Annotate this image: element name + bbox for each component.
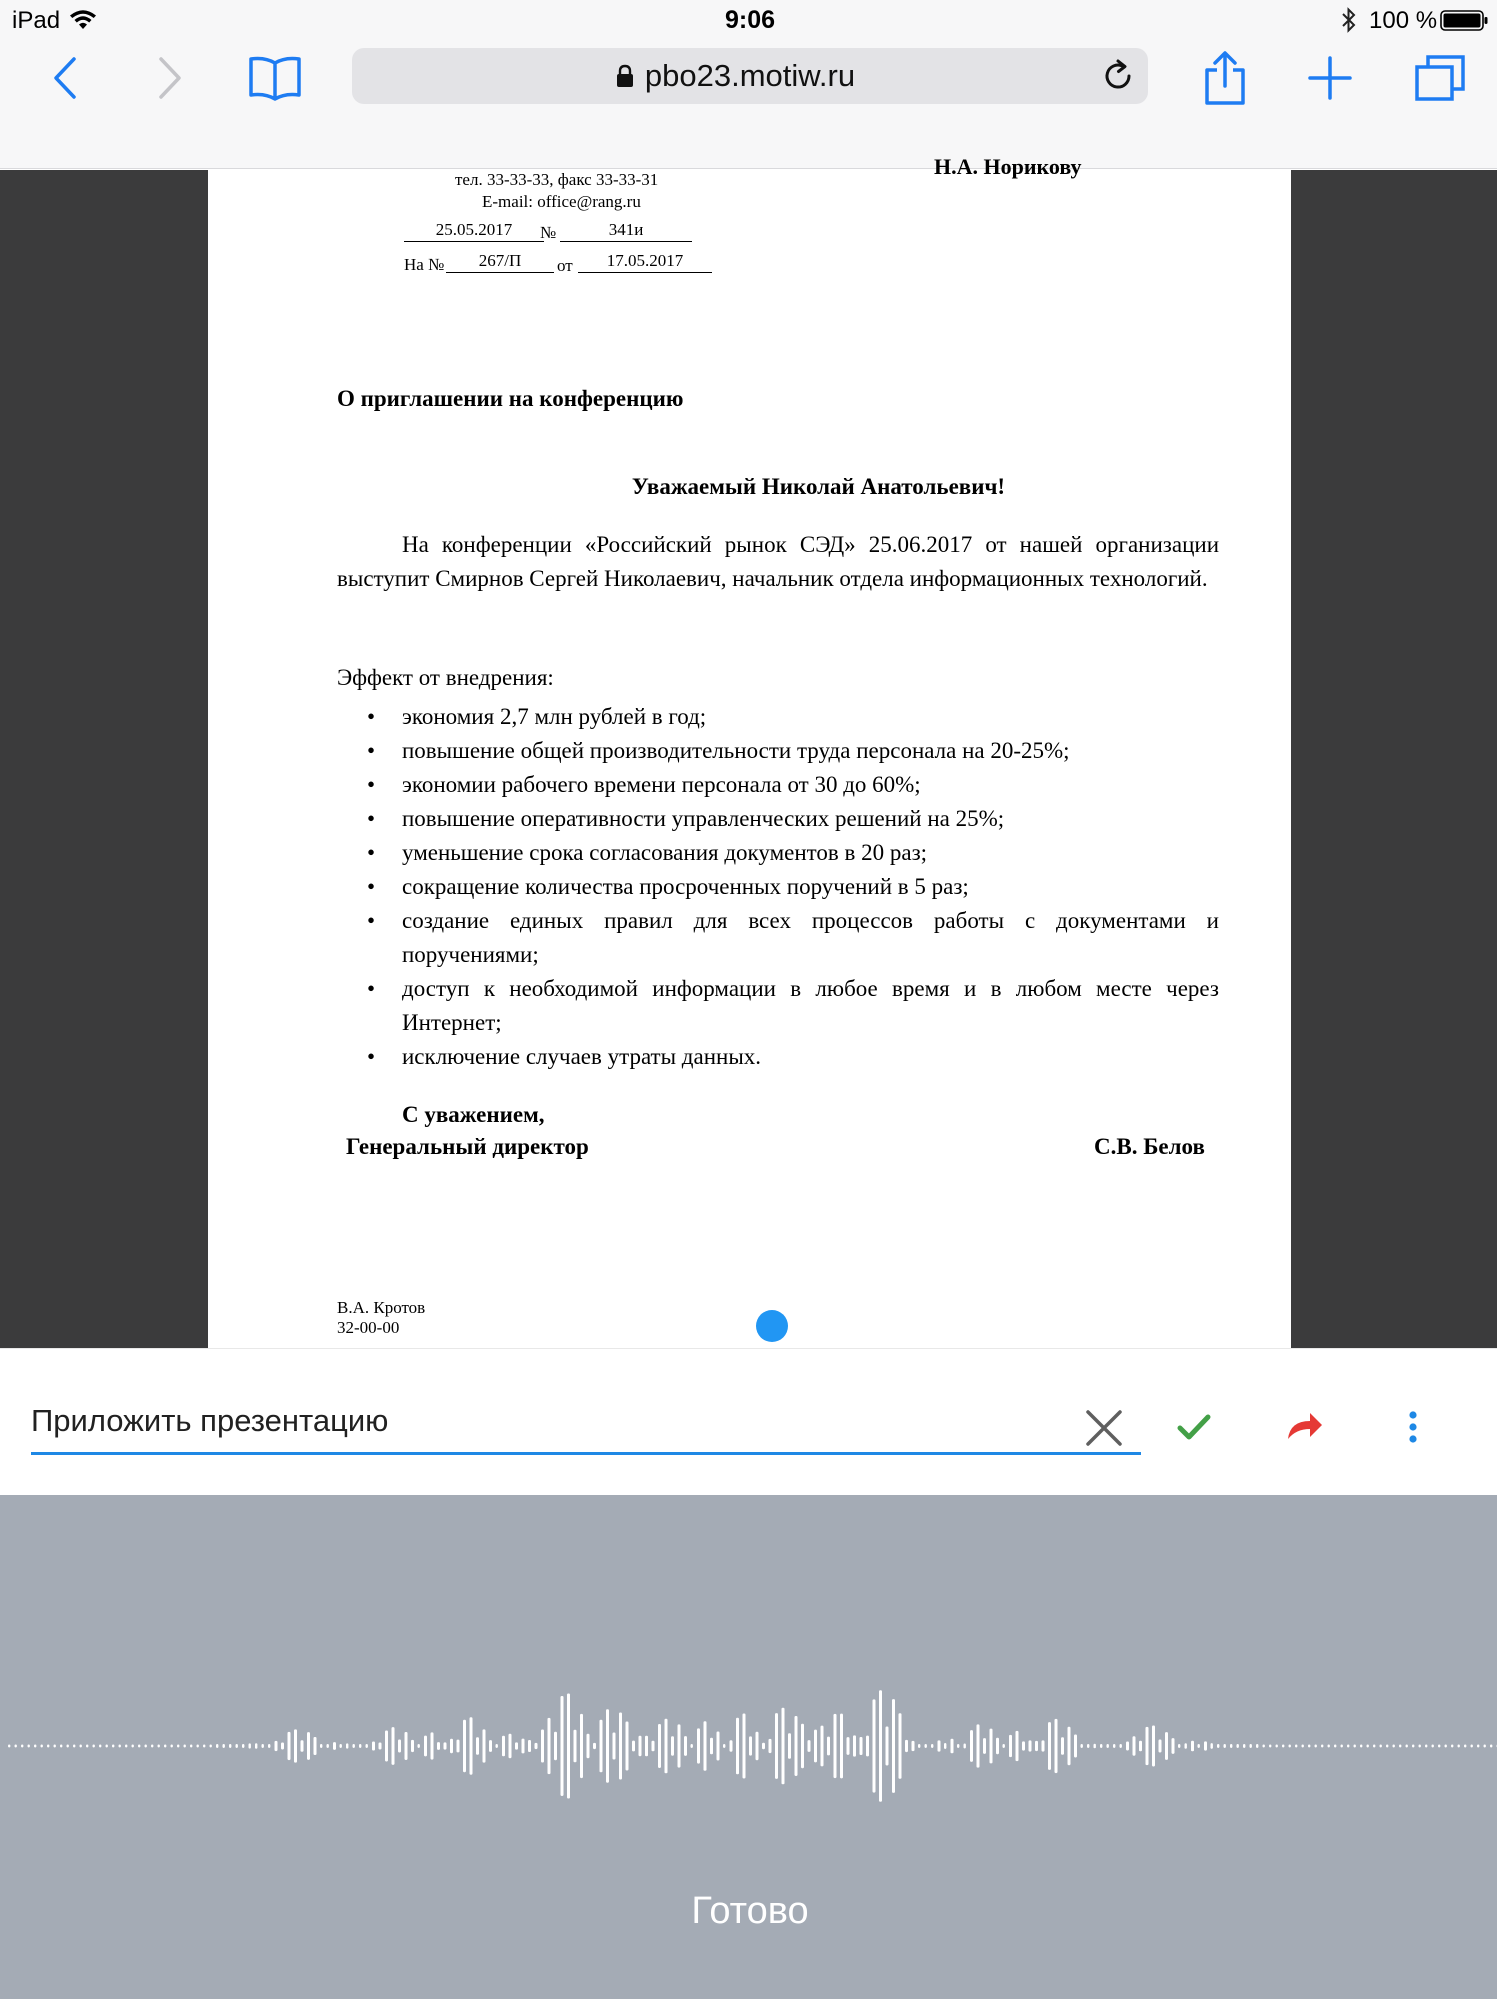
waveform-bar xyxy=(255,1743,257,1749)
waveform-bar xyxy=(652,1741,655,1752)
waveform-bar xyxy=(138,1745,140,1748)
waveform-bar xyxy=(1451,1745,1453,1748)
waveform-bar xyxy=(723,1744,725,1748)
document-page xyxy=(208,154,1291,1348)
share-button[interactable] xyxy=(1195,50,1255,106)
doc-reference-from-label: от xyxy=(557,256,573,275)
waveform-bar xyxy=(1191,1741,1194,1752)
waveform-bar xyxy=(1061,1737,1064,1755)
waveform-bar xyxy=(996,1738,999,1754)
waveform-bar xyxy=(658,1724,661,1768)
waveform-bar xyxy=(749,1736,752,1755)
waveform-bar xyxy=(145,1745,147,1748)
waveform-bar xyxy=(1211,1743,1213,1749)
waveform-bar xyxy=(229,1744,231,1748)
waveform-bar xyxy=(619,1712,622,1779)
waveform-bar xyxy=(41,1745,43,1748)
address-bar[interactable] xyxy=(352,48,1148,104)
waveform-bar xyxy=(450,1739,453,1754)
waveform-bar xyxy=(1087,1744,1089,1748)
doc-executor: В.А. Кротов xyxy=(337,1298,426,1317)
waveform-bar xyxy=(1068,1727,1071,1765)
waveform-bar xyxy=(34,1745,36,1748)
waveform-bar xyxy=(522,1739,525,1754)
list-item: • экономия 2,7 млн рублей в год; xyxy=(337,700,1219,734)
waveform-bar xyxy=(983,1738,986,1754)
doc-effects-list xyxy=(337,700,1219,1074)
back-chevron-icon xyxy=(52,56,78,100)
waveform-bar xyxy=(437,1742,440,1750)
waveform-bar xyxy=(1120,1744,1122,1748)
waveform-bar xyxy=(866,1736,869,1757)
list-item: • уменьшение срока согласования документов в 20 раз; xyxy=(337,836,1219,870)
waveform-bar xyxy=(977,1724,980,1767)
waveform-bar xyxy=(1204,1741,1207,1750)
doc-signer-name: С.В. Белов xyxy=(1094,1134,1205,1159)
battery-percentage: 100 % xyxy=(1369,7,1438,34)
waveform-bar xyxy=(327,1744,329,1748)
list-item: • создание единых правил для всех процессов работы с документами и поручениями; xyxy=(337,904,1219,972)
waveform-bar xyxy=(28,1745,30,1748)
doc-body-paragraph: На конференции «Российский рынок СЭД» 25.06.2017 от нашей организации выступит Смирнов Сергей Николаевич, начальник отдела информационных технологий. xyxy=(337,532,1219,591)
viewer-gutter-right xyxy=(1291,170,1500,1348)
doc-salutation: Уважаемый Николай Анатольевич! xyxy=(631,474,1006,499)
waveform-bar xyxy=(151,1745,153,1748)
waveform-bar xyxy=(957,1744,959,1748)
doc-reference-date: 17.05.2017 xyxy=(578,251,712,273)
waveform-bar xyxy=(938,1740,941,1751)
waveform-bar xyxy=(1269,1745,1271,1748)
waveform-bar xyxy=(951,1739,954,1754)
waveform-bar xyxy=(756,1732,759,1761)
waveform-bar xyxy=(223,1744,225,1748)
checkmark-icon[interactable] xyxy=(1176,1409,1212,1445)
waveform-bar xyxy=(1113,1744,1115,1748)
waveform-bar xyxy=(886,1727,889,1766)
waveform-bar xyxy=(1315,1745,1317,1748)
doc-effect-heading: Эффект от внедрения: xyxy=(337,665,554,690)
document-viewer[interactable] xyxy=(0,154,1500,1348)
waveform-bar xyxy=(242,1744,244,1748)
waveform-bar xyxy=(262,1744,264,1748)
waveform-bar xyxy=(1230,1744,1232,1748)
waveform-bar xyxy=(925,1744,927,1748)
doc-phone-fax: тел. 33-33-33, факс 33-33-31 xyxy=(455,170,659,189)
waveform-bar xyxy=(216,1744,218,1748)
waveform-bar xyxy=(1464,1745,1466,1748)
waveform-bar xyxy=(1009,1735,1012,1757)
waveform-bar xyxy=(346,1743,348,1748)
doc-email: E-mail: office@rang.ru xyxy=(482,192,641,211)
waveform-bar xyxy=(1386,1745,1388,1748)
waveform-bar xyxy=(1458,1745,1460,1748)
waveform-bar xyxy=(1289,1745,1291,1748)
waveform-bar xyxy=(1393,1745,1395,1748)
waveform-bar xyxy=(463,1720,466,1772)
waveform-bar xyxy=(301,1740,304,1752)
list-item: • исключение случаев утраты данных. xyxy=(337,1040,1219,1074)
waveform-bar xyxy=(1432,1745,1434,1748)
waveform-bar xyxy=(775,1713,778,1779)
vertical-dots-icon[interactable] xyxy=(1398,1407,1428,1447)
waveform-bar xyxy=(197,1745,199,1748)
waveform-bar xyxy=(834,1714,837,1778)
waveform-bar xyxy=(671,1736,674,1755)
waveform-bar xyxy=(684,1736,687,1756)
waveform-bar xyxy=(1334,1745,1336,1748)
waveform-bar xyxy=(1074,1735,1077,1758)
redo-arrow-icon[interactable] xyxy=(1284,1407,1324,1447)
waveform-bar xyxy=(1237,1744,1239,1748)
waveform-bar xyxy=(340,1744,342,1748)
waveform-bar xyxy=(1022,1741,1025,1750)
waveform-bar xyxy=(112,1745,114,1748)
waveform-bar xyxy=(1159,1740,1162,1753)
waveform-bar xyxy=(54,1745,56,1748)
bluetooth-icon xyxy=(1341,7,1357,33)
waveform-bar xyxy=(398,1740,401,1753)
waveform-bar xyxy=(444,1742,447,1749)
scroll-position-indicator[interactable] xyxy=(756,1310,788,1342)
waveform-bar xyxy=(210,1745,212,1748)
doc-signer-title: Генеральный директор xyxy=(346,1134,589,1159)
waveform-bar xyxy=(1094,1744,1096,1749)
waveform-bar xyxy=(502,1736,505,1757)
waveform-bar xyxy=(392,1727,395,1765)
waveform-bar xyxy=(1198,1744,1200,1748)
waveform-bar xyxy=(1425,1745,1427,1748)
waveform-bar xyxy=(860,1737,863,1755)
waveform-bar xyxy=(184,1745,186,1748)
waveform-bar xyxy=(1042,1740,1045,1751)
status-time: 9:06 xyxy=(724,6,776,34)
close-x-icon[interactable] xyxy=(1083,1407,1125,1449)
waveform-bar xyxy=(411,1740,414,1752)
waveform-bar xyxy=(418,1744,420,1748)
waveform-bar xyxy=(93,1745,95,1748)
bookmarks-button[interactable] xyxy=(240,50,310,106)
waveform-bar xyxy=(1295,1745,1297,1748)
waveform-bar xyxy=(1490,1745,1492,1748)
waveform-bar xyxy=(827,1737,830,1756)
waveform-bar xyxy=(125,1745,127,1748)
waveform-bar xyxy=(645,1736,648,1757)
waveform-bar xyxy=(119,1745,121,1748)
waveform-bar xyxy=(320,1744,322,1748)
waveform-bar xyxy=(1263,1745,1265,1748)
waveform-bar xyxy=(593,1743,596,1749)
dictation-panel xyxy=(0,1495,1500,1999)
waveform-bar xyxy=(288,1732,291,1760)
comment-input[interactable] xyxy=(31,1395,1141,1455)
waveform-bar xyxy=(847,1737,850,1755)
waveform-bar xyxy=(67,1745,69,1748)
book-icon xyxy=(247,55,303,101)
waveform-bar xyxy=(294,1729,297,1762)
waveform-bar xyxy=(171,1745,173,1748)
waveform-bar xyxy=(483,1729,486,1762)
waveform-bar xyxy=(554,1732,557,1760)
waveform-bar xyxy=(970,1730,973,1762)
waveform-bar xyxy=(1172,1738,1175,1754)
waveform-bar xyxy=(801,1724,804,1768)
waveform-bar xyxy=(164,1745,166,1748)
waveform-bar xyxy=(1484,1745,1486,1748)
waveform-bar xyxy=(424,1736,427,1757)
waveform-bar xyxy=(99,1745,101,1748)
waveform-bar xyxy=(873,1699,876,1792)
waveform-bar xyxy=(697,1728,700,1763)
waveform-bar xyxy=(762,1743,765,1749)
share-icon xyxy=(1203,50,1247,106)
waveform-bar xyxy=(1471,1745,1473,1748)
waveform-bar xyxy=(359,1744,361,1748)
waveform-bar xyxy=(1146,1727,1149,1765)
waveform-bar xyxy=(1250,1744,1252,1748)
waveform-bar xyxy=(600,1720,603,1773)
waveform-bar xyxy=(548,1718,551,1774)
tabs-button[interactable] xyxy=(1405,50,1475,106)
list-item: • повышение общей производительности труда персонала на 20-25%; xyxy=(337,734,1219,768)
status-bar xyxy=(0,0,1500,40)
browser-chrome xyxy=(0,0,1500,169)
waveform-bar xyxy=(1445,1745,1447,1748)
doc-subject: О приглашении на конференцию xyxy=(337,386,684,411)
waveform-bar xyxy=(808,1740,811,1752)
waveform-bar xyxy=(1133,1736,1136,1755)
dictation-done-button[interactable]: Готово xyxy=(0,1890,1500,1933)
waveform-bar xyxy=(470,1717,473,1774)
doc-addressee: Н.А. Норикову xyxy=(934,154,1082,179)
doc-closing: С уважением, xyxy=(402,1102,545,1127)
waveform-bar xyxy=(1165,1732,1168,1760)
waveform-bar xyxy=(1178,1744,1180,1748)
waveform-bar xyxy=(457,1740,460,1753)
waveform-bar xyxy=(561,1696,564,1796)
waveform-bar xyxy=(190,1745,192,1748)
waveform-bar xyxy=(580,1714,583,1778)
waveform-bar xyxy=(1302,1745,1304,1748)
waveform-bar xyxy=(879,1690,882,1802)
list-item: • сокращение количества просроченных поручений в 5 раз; xyxy=(337,870,1219,904)
waveform-bar xyxy=(132,1745,134,1748)
waveform-bar xyxy=(535,1743,538,1749)
waveform-bar xyxy=(476,1737,479,1755)
waveform-bar xyxy=(1003,1744,1005,1748)
waveform-bar xyxy=(567,1693,570,1798)
waveform-bar xyxy=(1224,1744,1226,1748)
waveform-bar xyxy=(639,1736,642,1756)
viewer-gutter-left xyxy=(0,170,208,1348)
waveform-bar xyxy=(665,1719,668,1774)
waveform-bar xyxy=(905,1740,908,1752)
waveform-bar xyxy=(15,1745,17,1748)
waveform-bar xyxy=(1367,1745,1369,1748)
waveform-bar xyxy=(86,1745,88,1748)
waveform-bar xyxy=(366,1744,368,1748)
back-button[interactable] xyxy=(40,50,90,106)
waveform-bar xyxy=(788,1733,791,1759)
waveform-bar xyxy=(80,1745,82,1748)
waveform-bar xyxy=(21,1745,23,1748)
waveform-bar xyxy=(613,1732,616,1759)
list-item: • доступ к необходимой информации в любое время и в любом месте через Интернет; xyxy=(337,972,1219,1040)
waveform-bar xyxy=(431,1732,434,1759)
waveform-bar xyxy=(717,1732,720,1761)
forward-button[interactable] xyxy=(145,50,195,106)
waveform-bar xyxy=(509,1734,512,1758)
waveform-bar xyxy=(1256,1744,1258,1748)
doc-reference-number: 267/П xyxy=(446,251,554,273)
waveform-bar xyxy=(710,1738,713,1755)
waveform-bar xyxy=(944,1743,946,1749)
waveform-bar xyxy=(489,1740,492,1752)
waveform-bar xyxy=(1354,1745,1356,1748)
waveform-bar xyxy=(587,1734,590,1758)
waveform-bar xyxy=(1276,1745,1278,1748)
waveform-bar xyxy=(678,1724,681,1767)
waveform-bar xyxy=(73,1745,75,1748)
waveform-bar xyxy=(1100,1744,1102,1748)
waveform-bar xyxy=(795,1716,798,1776)
waveform-bar xyxy=(730,1740,733,1751)
waveform-bar xyxy=(314,1737,317,1755)
waveform-bar xyxy=(990,1729,993,1764)
waveform-bar xyxy=(528,1740,531,1752)
list-item: • повышение оперативности управленческих решений на 25%; xyxy=(337,802,1219,836)
waveform-bar xyxy=(840,1714,843,1779)
waveform-bar xyxy=(853,1735,856,1756)
waveform-bar xyxy=(1185,1743,1187,1749)
waveform-bar xyxy=(814,1730,817,1763)
waveform-bar xyxy=(268,1744,270,1748)
waveform-bar xyxy=(1217,1744,1219,1748)
waveform-bar xyxy=(8,1745,10,1748)
waveform-bar xyxy=(236,1744,238,1748)
waveform-bar xyxy=(1328,1745,1330,1748)
url-text: pbo23.motiw.ru xyxy=(644,58,856,93)
waveform-bar xyxy=(1107,1744,1109,1748)
waveform-bar xyxy=(1016,1731,1019,1761)
waveform-bar xyxy=(47,1745,49,1748)
waveform-bar xyxy=(1360,1745,1362,1748)
waveform-bar xyxy=(632,1741,635,1752)
waveform-bar xyxy=(743,1714,746,1779)
doc-registration-date: 25.05.2017 xyxy=(404,220,544,242)
waveform-bar xyxy=(496,1744,498,1748)
waveform-bar xyxy=(1035,1741,1038,1751)
new-tab-button[interactable] xyxy=(1300,50,1360,106)
waveform-bar xyxy=(912,1741,915,1751)
waveform-bar xyxy=(691,1744,693,1748)
waveform-bar xyxy=(1243,1744,1245,1748)
status-device-name: iPad xyxy=(12,7,61,34)
waveform-bar xyxy=(626,1722,629,1771)
tabs-icon xyxy=(1414,54,1466,102)
waveform-bar xyxy=(931,1744,933,1748)
battery-icon xyxy=(1440,10,1488,31)
waveform-bar xyxy=(964,1744,966,1749)
reload-icon[interactable] xyxy=(1100,58,1136,94)
doc-reference-label: На № xyxy=(404,255,445,274)
waveform-bar xyxy=(249,1743,251,1748)
waveform-bar xyxy=(1152,1726,1155,1767)
waveform-bar xyxy=(379,1742,382,1749)
waveform-bar xyxy=(1282,1745,1284,1748)
waveform-bar xyxy=(1380,1745,1382,1748)
doc-executor-phone: 32-00-00 xyxy=(337,1318,400,1337)
waveform-bar xyxy=(1438,1745,1440,1748)
waveform-bar xyxy=(1055,1719,1058,1773)
waveform-bar xyxy=(106,1745,108,1748)
waveform-bar xyxy=(307,1732,310,1760)
waveform-bar xyxy=(821,1726,824,1767)
plus-icon xyxy=(1308,56,1352,100)
waveform-bar xyxy=(405,1732,408,1760)
waveform-bar xyxy=(1477,1745,1479,1748)
waveform-bar xyxy=(275,1741,278,1751)
waveform-bar xyxy=(158,1745,160,1748)
waveform-bar xyxy=(1347,1745,1349,1748)
waveform-bar xyxy=(918,1744,920,1748)
waveform-bar xyxy=(281,1743,284,1750)
waveform-bar xyxy=(1048,1722,1051,1770)
waveform-bar xyxy=(1373,1745,1375,1748)
waveform-bar xyxy=(353,1744,355,1748)
waveform-bar xyxy=(1139,1741,1142,1752)
waveform-bar xyxy=(60,1745,62,1748)
waveform-bar xyxy=(203,1745,205,1748)
waveform-bar xyxy=(177,1745,179,1748)
waveform-bar xyxy=(704,1721,707,1771)
doc-registration-number: 341и xyxy=(560,220,692,242)
waveform-bar xyxy=(769,1739,772,1753)
waveform-bar xyxy=(333,1742,336,1750)
waveform-bar xyxy=(736,1718,739,1775)
waveform-bar xyxy=(515,1742,518,1749)
waveform-bar xyxy=(541,1729,544,1762)
waveform-bar xyxy=(1412,1745,1414,1748)
waveform-bar xyxy=(1321,1745,1323,1748)
waveform-bar xyxy=(1308,1745,1310,1748)
waveform-bar xyxy=(385,1731,388,1762)
list-item: • экономии рабочего времени персонала от 30 до 60%; xyxy=(337,768,1219,802)
waveform-bar xyxy=(606,1709,609,1782)
waveform-bar xyxy=(1081,1744,1083,1748)
waveform-bar xyxy=(892,1699,895,1793)
waveform-bar xyxy=(1399,1745,1401,1748)
waveform-bar xyxy=(782,1708,785,1785)
comment-bar xyxy=(0,1348,1500,1495)
waveform-bar xyxy=(372,1741,375,1750)
waveform-bar xyxy=(1419,1745,1421,1748)
waveform-bar xyxy=(574,1730,577,1763)
forward-chevron-icon xyxy=(157,56,183,100)
waveform-bar xyxy=(1126,1742,1129,1751)
waveform-bar xyxy=(1406,1745,1408,1748)
waveform-bar xyxy=(1341,1745,1343,1748)
doc-number-label: № xyxy=(540,223,557,242)
waveform-bar xyxy=(899,1713,902,1779)
waveform-bar xyxy=(1029,1740,1032,1751)
